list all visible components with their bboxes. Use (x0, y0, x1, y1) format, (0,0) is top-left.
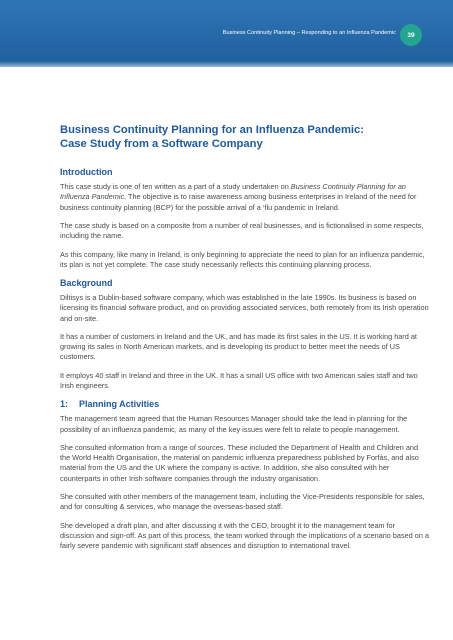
planning-paragraph-1: The management team agreed that the Human Resources Manager should take the lead in planning for the possibility of an influenza pandemic, as many of the key issues were felt to relate to people management. (60, 414, 408, 434)
title-line-2: Case Study from a Software Company (60, 137, 263, 150)
background-heading: Background (60, 278, 113, 289)
section-introduction (60, 167, 430, 270)
main-content (60, 124, 430, 559)
page-number-badge: 39 (400, 24, 422, 46)
planning-paragraph-3: She consulted with other members of the management team, including the Vice-Presidents responsible for sales, and for consulting & services, who manage the overseas-based staff. (60, 491, 425, 512)
document-title (60, 124, 430, 151)
header-bar (0, 0, 453, 67)
section-background (60, 278, 430, 391)
section-planning-activities (60, 399, 430, 551)
introduction-paragraph-1: This case study is one of ten written as a part of a study undertaken on Business Continuity Planning for an Influenza Pandemic. The objective is to raise awareness among business enterprises in Ireland of the need for business continuity planning (BCP) for the possible arrival of a ‘flu pandemic in Ireland. (60, 182, 417, 212)
running-head: Business Continuity Planning – Responding to an Influenza Pandemic (222, 30, 396, 36)
introduction-paragraph-3: As this company, like many in Ireland, is only beginning to appreciate the need to plan for an influenza pandemic, its plan is not yet complete. The case study necessarily reflects this continuing planning process. (60, 249, 425, 269)
background-paragraph-3: It employs 40 staff in Ireland and three in the UK. It has a small US office with two American sales staff and two Irish engineers. (60, 370, 418, 390)
background-paragraph-1: Diltisys is a Dublin-based software company, which was established in the late 1990s. Its business is based on licensing its financial software product, and on providing associated services, both remotely from its Irish operation and on-site. (60, 293, 429, 323)
background-paragraph-2: It has a number of customers in Ireland and the UK, and has made its first sales in the US. It is working hard at growing its sales in North American markets, and is developing its product to better meet the needs of US customers. (60, 331, 417, 362)
planning-paragraph-2: She consulted information from a range of sources. These included the Department of Health and Children and the World Health Organisation, the material on pandemic influenza preparedness published by Forfás, and also material from the US and the UK where the company is active. In addition, she also consulted with her counterparts in other Irish software companies through the industry organisation. (60, 442, 419, 483)
section-number: 1: (60, 399, 69, 410)
title-line-1: Business Continuity Planning for an Influenza Pandemic: (60, 124, 364, 136)
planning-paragraph-4: She developed a draft plan, and after discussing it with the CEO, brought it to the management team for discussion and sign-off. As part of this process, the team worked through the implications of a scenario based on a fairly severe pandemic with significant staff absences and disruption to international travel. (60, 520, 429, 550)
introduction-paragraph-2: The case study is based on a composite from a number of real businesses, and is fictionalised in some respects, including the name. (60, 220, 424, 241)
planning-activities-heading: 1: Planning Activities (60, 399, 160, 410)
introduction-heading: Introduction (60, 167, 113, 178)
study-title-italic: Business Continuity Planning for an Influenza Pandemic (60, 182, 406, 202)
